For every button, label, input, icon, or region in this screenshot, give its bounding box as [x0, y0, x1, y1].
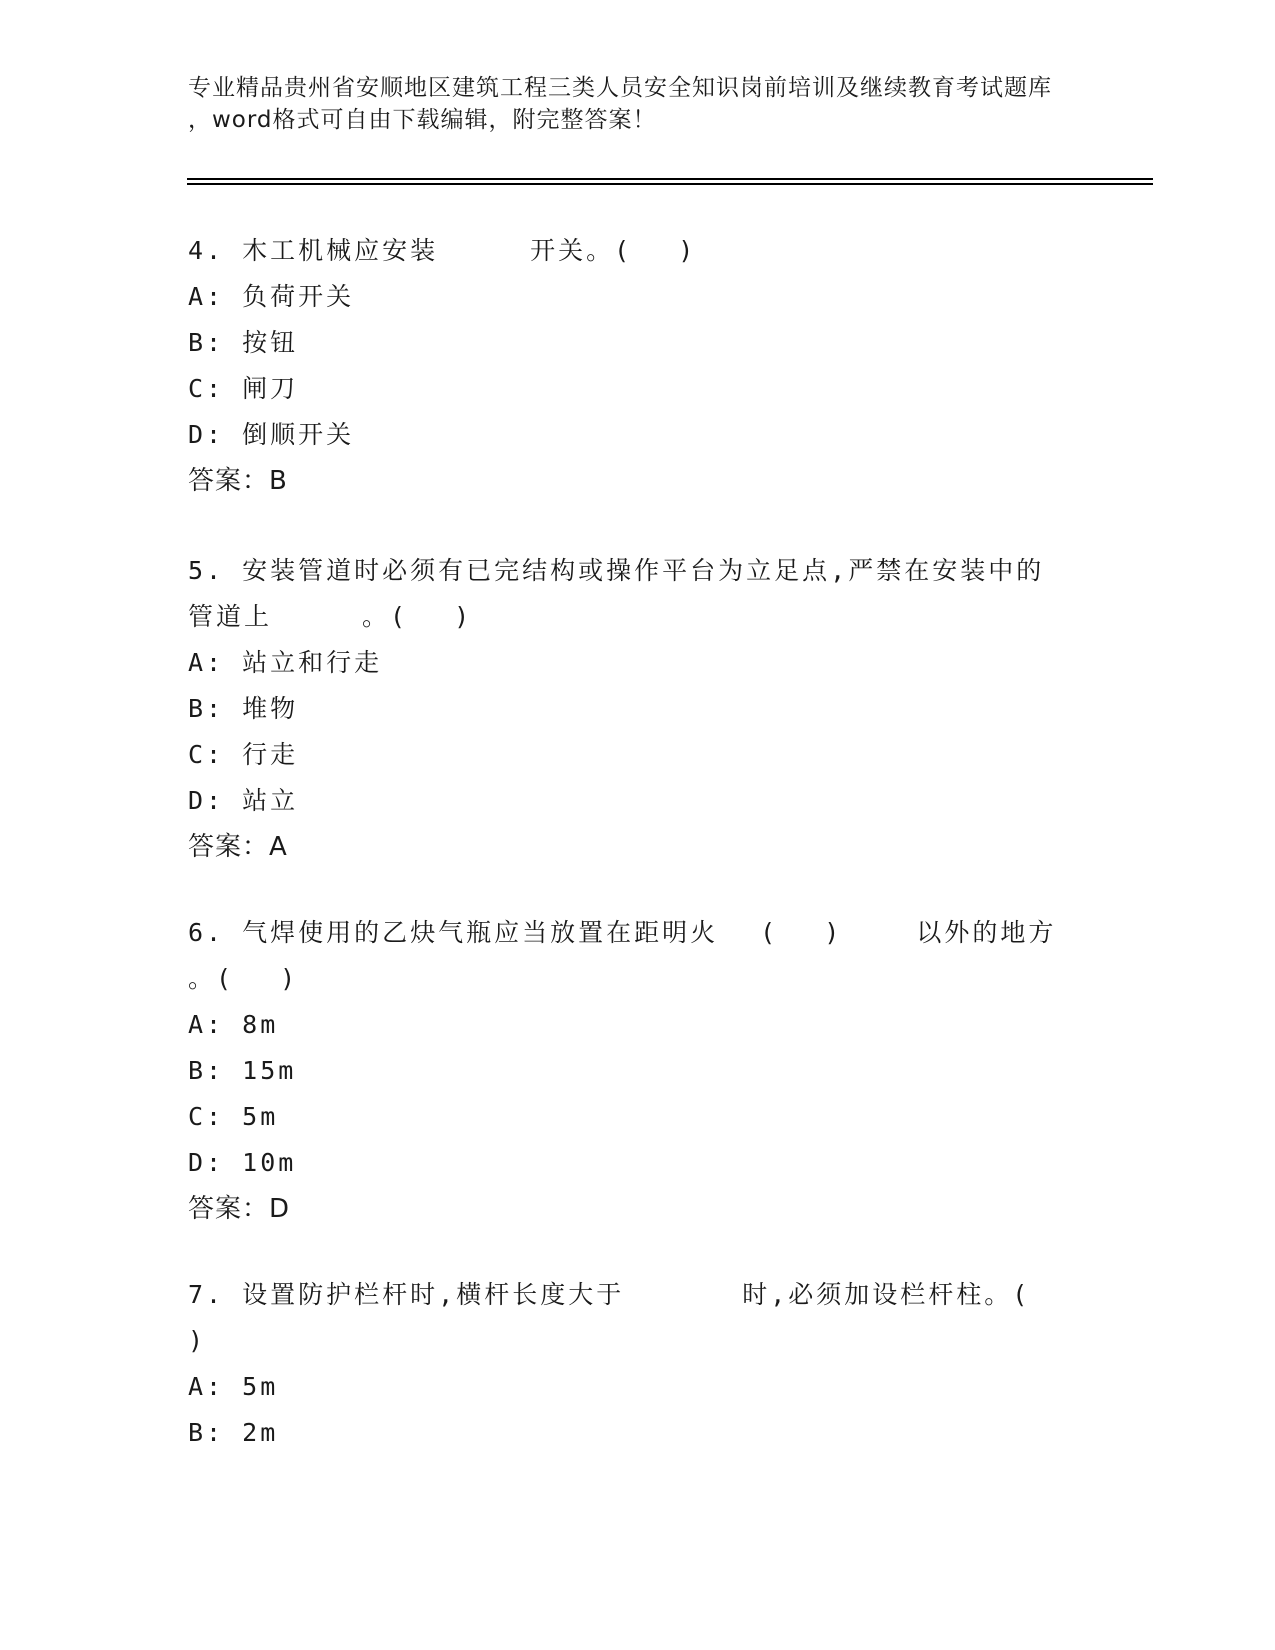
question-stem-continued — [188, 594, 1068, 640]
option-c: C: 闸刀 — [188, 374, 299, 403]
option-a: A: 5m — [188, 1372, 279, 1401]
header-title-line-1: 专业精品贵州省安顺地区建筑工程三类人员安全知识岗前培训及继续教育考试题库 — [188, 75, 1052, 101]
question-5 — [188, 548, 1068, 870]
option-d: D: 倒顺开关 — [188, 420, 355, 449]
header-title-line-2: ，word格式可自由下载编辑，附完整答案！ — [188, 107, 657, 133]
question-stem-continued: ) — [188, 1326, 207, 1355]
question-stem — [188, 910, 1068, 956]
question-6 — [188, 910, 1068, 1232]
option-a: A: 8m — [188, 1010, 279, 1039]
question-stem — [188, 1272, 1068, 1318]
question-7 — [188, 1272, 1068, 1456]
option-d: D: 10m — [188, 1148, 297, 1177]
option-b: B: 堆物 — [188, 694, 299, 723]
stem-text: 4. 木工机械应安装 — [188, 236, 439, 265]
header-divider-bottom — [187, 183, 1153, 185]
question-stem: 5. 安装管道时必须有已完结构或操作平台为立足点,严禁在安装中的 — [188, 556, 1045, 585]
option-d: D: 站立 — [188, 786, 299, 815]
option-b: B: 按钮 — [188, 328, 299, 357]
option-b: B: 2m — [188, 1418, 279, 1447]
option-c: C: 行走 — [188, 740, 299, 769]
stem-text: 7. 设置防护栏杆时,横杆长度大于 — [188, 1280, 625, 1309]
question-stem-continued: 。( ) — [188, 964, 299, 993]
question-4 — [188, 228, 1068, 504]
stem-text: 6. 气焊使用的乙炔气瓶应当放置在距明火 — [188, 918, 719, 947]
answer-label: 答案：B — [188, 466, 288, 496]
option-c: C: 5m — [188, 1102, 279, 1131]
stem-text: 开关。( ) — [530, 236, 697, 265]
option-a: A: 负荷开关 — [188, 282, 355, 311]
option-a: A: 站立和行走 — [188, 648, 383, 677]
question-stem — [188, 228, 1068, 274]
document-header — [188, 72, 1088, 136]
stem-text: ( ) — [760, 918, 843, 947]
header-divider-top — [187, 178, 1153, 180]
stem-text: 时,必须加设栏杆柱。( — [742, 1280, 1031, 1309]
option-b: B: 15m — [188, 1056, 297, 1085]
stem-text: 以外的地方 — [916, 918, 1057, 947]
stem-text: 管道上 — [188, 602, 273, 631]
answer-label: 答案：A — [188, 832, 288, 862]
answer-label: 答案：D — [188, 1194, 291, 1224]
stem-text: 。( ) — [362, 602, 473, 631]
